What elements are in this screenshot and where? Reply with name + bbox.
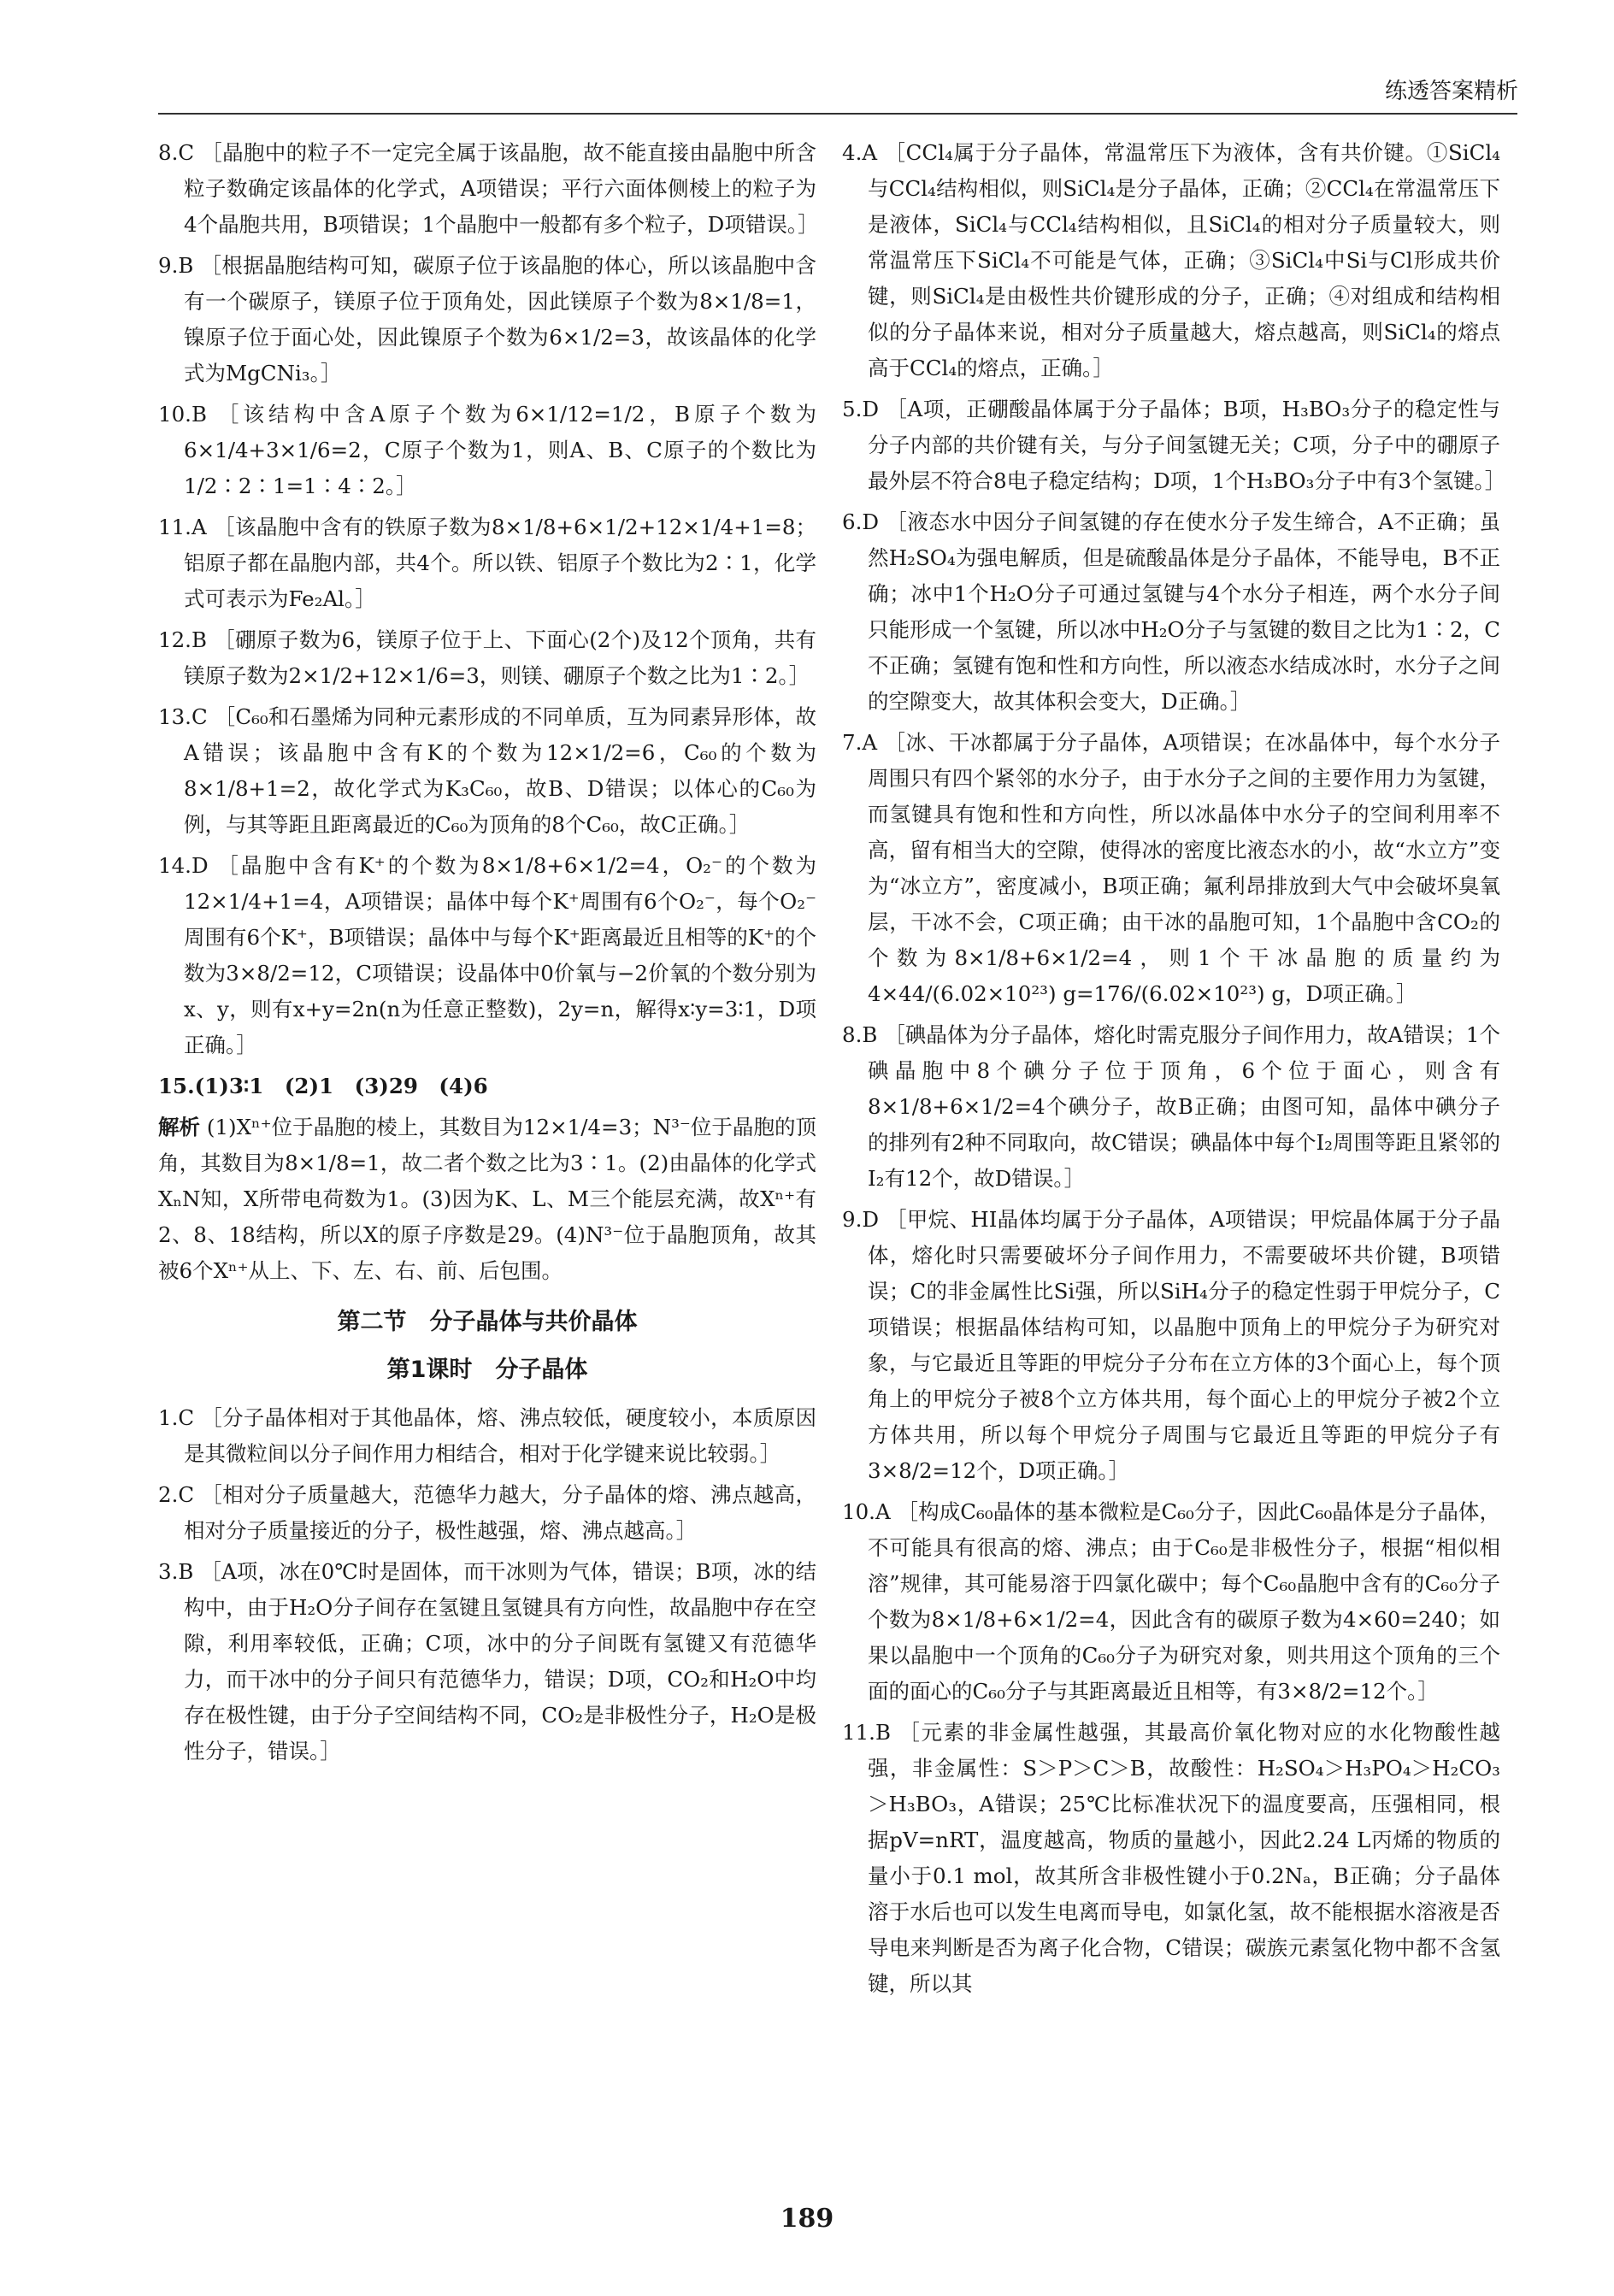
page-number: 189 bbox=[780, 2204, 834, 2234]
answer-entry: 7.A ［冰、干冰都属于分子晶体，A项错误；在冰晶体中，每个水分子周围只有四个紧邻的水分子，由于水分子之间的主要作用力为氢键，而氢键具有饱和性和方向性，所以冰晶体中水分子的空间利用率不高，留有相当大的空隙，使得冰的密度比液态水的小，故“水立方”变为“冰立方”，密度减小，B项正确；氟利昂排放到大气中会破坏臭氧层，干冰不会，C项正确；由干冰的晶胞可知，1个晶胞中含CO₂的个数为8×1/8+6×1/2=4，则1个干冰晶胞的质量约为4×44/(6.02×10²³) g=176/(6.02×10²³) g，D项正确。］ bbox=[842, 730, 1500, 1006]
answer-entry: 6.D ［液态水中因分子间氢键的存在使水分子发生缔合，A不正确；虽然H₂SO₄为强电解质，但是硫酸晶体是分子晶体，不能导电，B不正确；冰中1个H₂O分子可通过氢键与4个水分子相连，两个水分子间只能形成一个氢键，所以冰中H₂O分子与氢键的数目之比为1∶2，C不正确；氢键有饱和性和方向性，所以液态水结成冰时，水分子之间的空隙变大，故其体积会变大，D正确。］ bbox=[842, 509, 1500, 714]
page-header: 练透答案精析 bbox=[1384, 79, 1518, 104]
answer-entry: 12.B ［硼原子数为6，镁原子位于上、下面心(2个)及12个顶角，共有镁原子数为2×1/2+12×1/6=3，则镁、硼原子个数之比为1∶2。］ bbox=[158, 627, 816, 688]
answer-entry: 11.B ［元素的非金属性越强，其最高价氧化物对应的水化物酸性越强，非金属性：S＞P＞C＞B，故酸性：H₂SO₄＞H₃PO₄＞H₂CO₃＞H₃BO₃，A错误；25℃比标准状况下的温度要高，压强相同，根据pV=nRT，温度越高，物质的量越小，因此2.24 L丙烯的物质的量小于0.1 mol，故其所含非极性键小于0.2Nₐ，B正确；分子晶体溶于水后也可以发生电离而导电，如氯化氢，故不能根据水溶液是否导电来判断是否为离子化合物，C错误；碳族元素氢化物中都不含氢键，所以其 bbox=[842, 1720, 1500, 1996]
right-column bbox=[842, 135, 1506, 2007]
q15-analysis bbox=[158, 1110, 816, 1289]
analysis-text: (1)Xⁿ⁺位于晶胞的棱上，其数目为12×1/4=3；N³⁻位于晶胞的顶角，其数目为8×1/8=1，故二者个数之比为3∶1。(2)由晶体的化学式XₙN知，X所带电荷数为1。(3)因为K、L、M三个能层充满，故Xⁿ⁺有2、8、18结构，所以X的原子序数是29。(4)N³⁻位于晶胞顶角，故其被6个Xⁿ⁺从上、下、左、右、前、后包围。 bbox=[158, 1115, 817, 1283]
answer-entry: 5.D ［A项，正硼酸晶体属于分子晶体；B项，H₃BO₃分子的稳定性与分子内部的共价键有关，与分子间氢键无关；C项，分子中的硼原子最外层不符合8电子稳定结构；D项，1个H₃BO₃分子中有3个氢键。］ bbox=[842, 397, 1506, 493]
left-column bbox=[158, 135, 819, 1775]
answer-entry: 8.C ［晶胞中的粒子不一定完全属于该晶胞，故不能直接由晶胞中所含粒子数确定该晶体的化学式，A项错误；平行六面体侧棱上的粒子为4个晶胞共用，B项错误；1个晶胞中一般都有多个粒子，D项错误。］ bbox=[158, 140, 819, 237]
answer-entry: 11.A ［该晶胞中含有的铁原子数为8×1/8+6×1/2+12×1/4+1=8；铝原子都在晶胞内部，共4个。所以铁、铝原子个数比为2∶1，化学式可表示为Fe₂Al。］ bbox=[158, 515, 816, 611]
answer-entry: 9.D ［甲烷、HI晶体均属于分子晶体，A项错误；甲烷晶体属于分子晶体，熔化时只需要破坏分子间作用力，不需要破坏共价键，B项错误；C的非金属性比Si强，所以SiH₄分子的稳定性弱于甲烷分子，C项错误；根据晶体结构可知，以晶胞中顶角上的甲烷分子为研究对象，与它最近且等距的甲烷分子分布在立方体的3个面心上，每个顶角上的甲烷分子被8个立方体共用，每个面心上的甲烷分子被2个立方体共用，所以每个甲烷分子周围与它最近且等距的甲烷分子有3×8/2=12个，D项正确。］ bbox=[842, 1207, 1500, 1483]
answer-entry: 13.C ［C₆₀和石墨烯为同种元素形成的不同单质，互为同素异形体，故A错误；该晶胞中含有K的个数为12×1/2=6，C₆₀的个数为8×1/8+1=2，故化学式为K₃C₆₀，故B、D错误；以体心的C₆₀为例，与其等距且距离最近的C₆₀为顶角的8个C₆₀，故C正确。］ bbox=[158, 704, 816, 837]
answer-entry: 4.A ［CCl₄属于分子晶体，常温常压下为液体，含有共价键。①SiCl₄与CCl₄结构相似，则SiCl₄是分子晶体，正确；②CCl₄在常温常压下是液体，SiCl₄与CCl₄结构相似，且SiCl₄的相对分子质量较大，则常温常压下SiCl₄不可能是气体，正确；③SiCl₄中Si与Cl形成共价键，则SiCl₄是由极性共价键形成的分子，正确；④对组成和结构相似的分子晶体来说，相对分子质量越大，熔点越高，则SiCl₄的熔点高于CCl₄的熔点，正确。］ bbox=[842, 140, 1500, 380]
header-rule bbox=[158, 113, 1517, 115]
lesson-heading: 第1课时 分子晶体 bbox=[386, 1357, 588, 1383]
section-heading: 第二节 分子晶体与共价晶体 bbox=[337, 1309, 638, 1335]
answer-entry: 14.D ［晶胞中含有K⁺的个数为8×1/8+6×1/2=4，O₂⁻的个数为12×1/4+1=4，A项错误；晶体中每个K⁺周围有6个O₂⁻，每个O₂⁻周围有6个K⁺，B项错误；晶体中与每个K⁺距离最近且相等的K⁺的个数为3×8/2=12，C项错误；设晶体中0价氧与−2价氧的个数分别为x、y，则有x+y=2n(n为任意正整数)，2y=n，解得x∶y=3∶1，D项正确。］ bbox=[158, 853, 816, 1057]
answer-entry: 9.B ［根据晶胞结构可知，碳原子位于该晶胞的体心，所以该晶胞中含有一个碳原子，镁原子位于顶角处，因此镁原子个数为8×1/8=1，镍原子位于面心处，因此镍原子个数为6×1/2=3，故该晶体的化学式为MgCNi₃。］ bbox=[158, 253, 816, 386]
analysis-label: 解析 bbox=[158, 1115, 201, 1139]
answer-entry: 10.B ［该结构中含A原子个数为6×1/12=1/2，B原子个数为6×1/4+3×1/6=2，C原子个数为1，则A、B、C原子的个数比为1/2∶2∶1=1∶4∶2。］ bbox=[158, 402, 816, 498]
q15-answers: 15.(1)3∶1 (2)1 (3)29 (4)6 bbox=[158, 1074, 488, 1098]
answer-entry: 3.B ［A项，冰在0℃时是固体，而干冰则为气体，错误；B项，冰的结构中，由于H₂O分子间存在氢键且氢键具有方向性，故晶胞中存在空隙，利用率较低，正确；C项，冰中的分子间既有氢键又有范德华力，而干冰中的分子间只有范德华力，错误；D项，CO₂和H₂O中均存在极性键，由于分子空间结构不同，CO₂是非极性分子，H₂O是极性分子，错误。］ bbox=[158, 1559, 816, 1763]
answer-entry: 2.C ［相对分子质量越大，范德华力越大，分子晶体的熔、沸点越高，相对分子质量接近的分子，极性越强，熔、沸点越高。］ bbox=[158, 1482, 816, 1543]
answer-entry: 8.B ［碘晶体为分子晶体，熔化时需克服分子间作用力，故A错误；1个碘晶胞中8个碘分子位于顶角，6个位于面心，则含有8×1/8+6×1/2=4个碘分子，故B正确；由图可知，晶体中碘分子的排列有2种不同取向，故C错误；碘晶体中每个I₂周围等距且紧邻的I₂有12个，故D错误。］ bbox=[842, 1022, 1500, 1191]
answer-entry: 10.A ［构成C₆₀晶体的基本微粒是C₆₀分子，因此C₆₀晶体是分子晶体，不可能具有很高的熔、沸点；由于C₆₀是非极性分子，根据“相似相溶”规律，其可能易溶于四氯化碳中；每个C₆₀晶胞中含有的C₆₀分子个数为8×1/8+6×1/2=4，因此含有的碳原子数为4×60=240；如果以晶胞中一个顶角的C₆₀分子为研究对象，则共用这个顶角的三个面的面心的C₆₀分子与其距离最近且相等，有3×8/2=12个。］ bbox=[842, 1499, 1500, 1704]
answer-entry: 1.C ［分子晶体相对于其他晶体，熔、沸点较低，硬度较小，本质原因是其微粒间以分子间作用力相结合，相对于化学键来说比较弱。］ bbox=[158, 1405, 816, 1466]
